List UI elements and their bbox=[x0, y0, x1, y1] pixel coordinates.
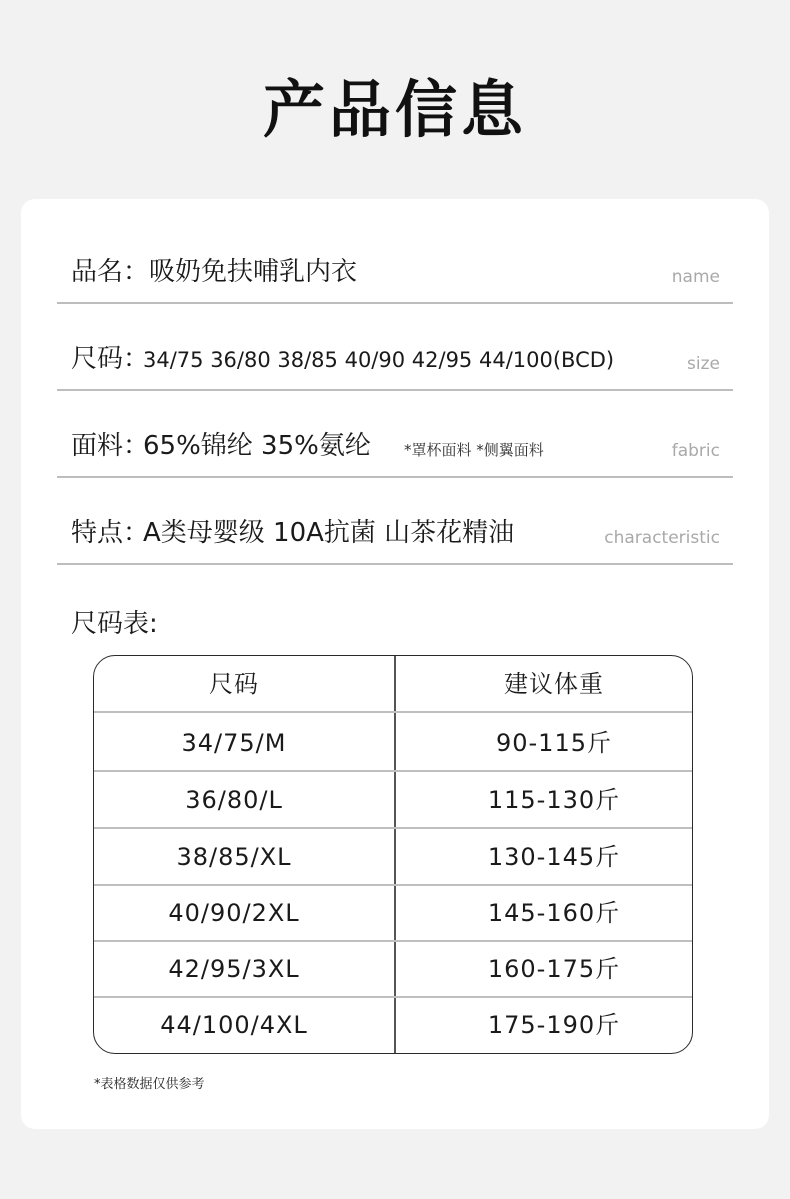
info-en-name: name bbox=[671, 267, 720, 287]
table-cell-weight: 145-160斤 bbox=[487, 899, 621, 927]
info-row-name bbox=[57, 215, 733, 304]
table-cell-weight: 175-190斤 bbox=[487, 1011, 621, 1039]
info-value-fabric: 65%锦纶 35%氨纶 bbox=[143, 431, 371, 461]
table-row bbox=[94, 715, 692, 772]
table-header-row bbox=[94, 656, 692, 713]
table-cell-size: 42/95/3XL bbox=[168, 955, 300, 983]
table-cell-size: 34/75/M bbox=[181, 729, 287, 757]
page-title: 产品信息 bbox=[262, 73, 527, 146]
table-cell-size: 38/85/XL bbox=[176, 843, 292, 871]
table-header-size: 尺码 bbox=[209, 670, 259, 698]
info-note-fabric: *罩杯面料 *侧翼面料 bbox=[404, 441, 544, 459]
table-footnote: *表格数据仅供参考 bbox=[94, 1077, 205, 1092]
info-en-characteristic: characteristic bbox=[604, 528, 720, 548]
table-cell-size: 44/100/4XL bbox=[160, 1011, 308, 1039]
table-header-weight: 建议体重 bbox=[504, 670, 604, 698]
info-label-fabric: 面料： bbox=[71, 431, 150, 461]
info-row-characteristic bbox=[57, 476, 733, 565]
table-cell-size: 40/90/2XL bbox=[168, 899, 300, 927]
table-cell-size: 36/80/L bbox=[185, 786, 283, 814]
info-value-characteristic: A类母婴级 10A抗菌 山茶花精油 bbox=[143, 518, 515, 548]
product-info-card bbox=[21, 199, 769, 1129]
table-cell-weight: 90-115斤 bbox=[495, 729, 612, 757]
info-value-size: 34/75 36/80 38/85 40/90 42/95 44/100(BCD) bbox=[143, 348, 615, 372]
table-cell-weight: 160-175斤 bbox=[487, 955, 621, 983]
info-en-size: size bbox=[687, 354, 720, 374]
table-row bbox=[94, 941, 692, 998]
table-row bbox=[94, 829, 692, 886]
table-cell-weight: 130-145斤 bbox=[487, 843, 621, 871]
info-row-size bbox=[57, 302, 733, 391]
info-label-size: 尺码： bbox=[71, 344, 150, 374]
info-value-name: 吸奶免扶哺乳内衣 bbox=[149, 257, 358, 287]
size-table bbox=[93, 655, 693, 1054]
table-cell-weight: 115-130斤 bbox=[487, 786, 621, 814]
table-row bbox=[94, 885, 692, 942]
table-row bbox=[94, 997, 692, 1054]
info-label-characteristic: 特点： bbox=[71, 518, 150, 548]
info-en-fabric: fabric bbox=[671, 441, 720, 461]
info-label-name: 品名： bbox=[71, 257, 150, 287]
table-row bbox=[94, 772, 692, 829]
info-row-fabric bbox=[57, 389, 733, 478]
size-chart-title: 尺码表: bbox=[71, 609, 158, 639]
